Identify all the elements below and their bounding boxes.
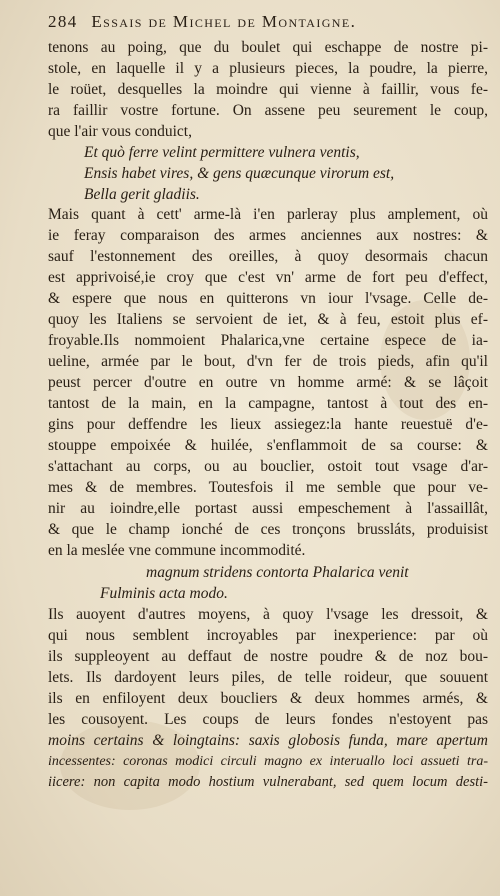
text-line: sauf l'estonnement des oreilles, à quoy desormais chacun bbox=[48, 248, 488, 265]
text-line: s'attachant au corps, ou au bouclier, ostoit tout vsage d'ar- bbox=[48, 458, 488, 475]
verse-line: magnum stridens contorta Phalarica venit bbox=[146, 564, 409, 581]
text-line: & espere que nous en quitterons vn iour l'vsage. Celle de- bbox=[48, 290, 488, 307]
text-line: nir au ioindre,elle portast aussi empeschement à l'assaillât, bbox=[48, 500, 488, 517]
text-line: ils en enfiloyent deux boucliers & deux hommes armés, & bbox=[48, 690, 488, 707]
text-line: mes & de membres. Toutesfois il me semble que pour ve- bbox=[48, 479, 488, 496]
verse-line: Et quò ferre velint permittere vulnera ventis, bbox=[84, 144, 360, 161]
text-line: qui nous semblent incroyables par inexperience: par où bbox=[48, 627, 488, 644]
text-line: est apprivoisé,ie croy que c'est vn' arme de fort peu d'effect, bbox=[48, 269, 488, 286]
paragraph-3 bbox=[48, 604, 488, 793]
paragraph-1 bbox=[48, 37, 488, 142]
text-line: le roüet, desquelles la moindre qui vienne à faillir, vous fe- bbox=[48, 81, 488, 98]
text-line: tantost de la main, en la campagne, tantost à tout des en- bbox=[48, 395, 488, 412]
verse-line: Fulminis acta modo. bbox=[100, 585, 228, 602]
running-title: Essais de Michel de Montaigne. bbox=[91, 12, 357, 31]
page-number: 284 bbox=[48, 12, 78, 31]
running-header bbox=[48, 12, 488, 32]
text-line: froyable.Ils nommoient Phalarica,vne certaine espece de ia- bbox=[48, 332, 488, 349]
verse-line: Bella gerit gladiis. bbox=[84, 186, 200, 203]
text-line: ils suppleoyent au deffaut de nostre poudre & de noz bou- bbox=[48, 648, 488, 665]
text-line: stouppe empoixée & huilée, s'enflammoit de sa course: & bbox=[48, 437, 488, 454]
text-line: Ils auoyent d'autres moyens, à quoy l'vsage les dressoit, & bbox=[48, 606, 488, 623]
text-line: & que le champ ionché de ces tronçons brussláts, produisist bbox=[48, 521, 488, 538]
verse-quote-2 bbox=[100, 562, 476, 604]
text-line: gins pour deffendre les lieux assiegez:la hante reuestuë d'e- bbox=[48, 416, 488, 433]
text-line: ie feray comparaison des armes anciennes aux nostres: & bbox=[48, 227, 488, 244]
text-line-italic: moins certains & loingtains: saxis globosis funda, mare apertum bbox=[48, 732, 488, 749]
text-line: stole, en laquelle il y a plusieurs pieces, la poudre, la pierre, bbox=[48, 60, 488, 77]
text-line: Mais quant à cett' arme-là i'en parleray plus amplement, où bbox=[48, 206, 488, 223]
text-line: les cousoyent. Les coups de leurs fondes n'estoyent pas bbox=[48, 711, 488, 728]
verse-line: Ensis habet vires, & gens quæcunque virorum est, bbox=[84, 165, 395, 182]
text-line: tenons au poing, que du boulet qui eschappe de nostre pi- bbox=[48, 39, 488, 56]
text-line: en la meslée vne commune incommodité. bbox=[48, 542, 306, 559]
text-line: ueline, armée par le bout, d'vn fer de trois pieds, afin qu'il bbox=[48, 353, 488, 370]
text-line: ra faillir vostre fortune. On assene peu seurement le coup, bbox=[48, 102, 488, 119]
paragraph-2 bbox=[48, 204, 488, 561]
text-line-italic: iicere: non capita modo hostium vulnerabant, sed quem locum desti- bbox=[48, 774, 488, 790]
text-line: quoy les Italiens se servoient de iet, & à feu, estoit plus ef- bbox=[48, 311, 488, 328]
text-line: peust percer d'outre en outre vn homme armé: & se lâçoit bbox=[48, 374, 488, 391]
text-line-italic: incessentes: coronas modici circuli magno ex interuallo loci assueti tra- bbox=[48, 754, 488, 769]
text-line: que l'air vous conduict, bbox=[48, 123, 192, 140]
verse-quote-1 bbox=[84, 142, 500, 205]
text-line: lets. Ils dardoyent leurs piles, de telle roideur, que souuent bbox=[48, 669, 488, 686]
